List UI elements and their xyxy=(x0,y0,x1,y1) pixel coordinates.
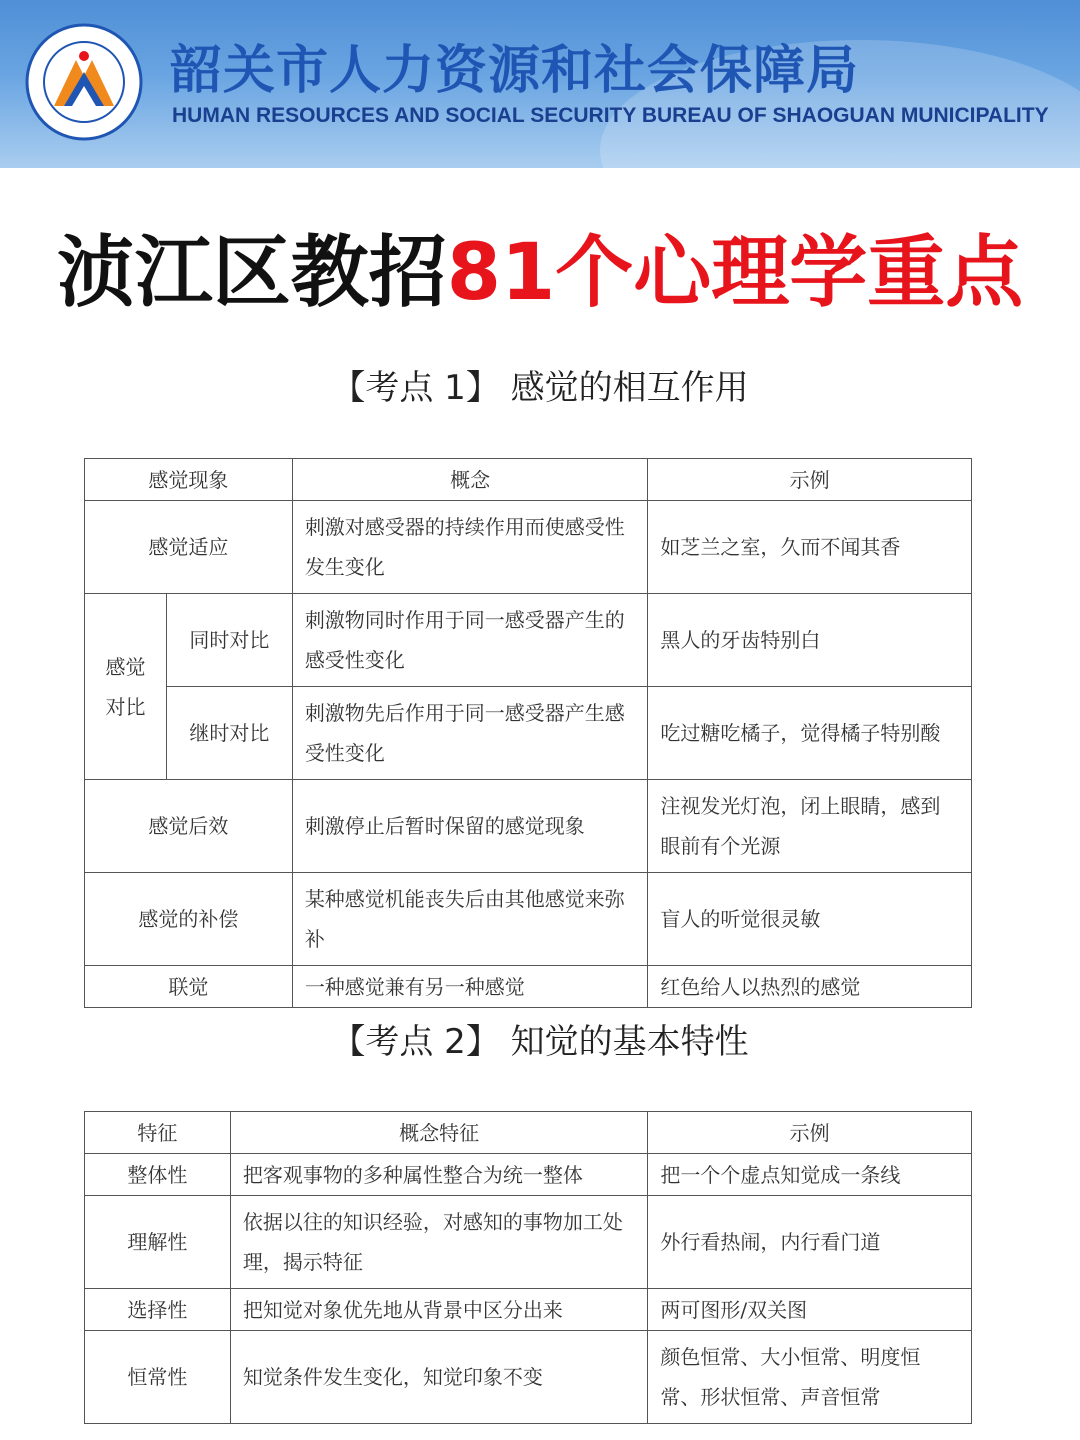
table-row xyxy=(85,501,972,594)
section2-title: 【考点 2】 知觉的基本特性 xyxy=(331,1022,749,1062)
table-row xyxy=(85,687,972,780)
row-group: 感觉对比 xyxy=(85,594,167,780)
row-name: 感觉的补偿 xyxy=(85,873,293,966)
row-concept: 刺激对感受器的持续作用而使感受性发生变化 xyxy=(292,501,648,594)
col-header: 示例 xyxy=(648,459,972,501)
table-row xyxy=(85,1196,972,1289)
row-example: 红色给人以热烈的感觉 xyxy=(648,966,972,1008)
row-example: 把一个个虚点知觉成一条线 xyxy=(648,1154,972,1196)
agency-name-cn: 韶关市人力资源和社会保障局 xyxy=(170,41,860,101)
row-example: 外行看热闹，内行看门道 xyxy=(648,1196,972,1289)
table-header-row xyxy=(85,1112,972,1154)
col-header: 感觉现象 xyxy=(85,459,293,501)
row-name: 联觉 xyxy=(85,966,293,1008)
row-example: 注视发光灯泡，闭上眼睛，感到眼前有个光源 xyxy=(648,780,972,873)
row-concept: 依据以往的知识经验，对感知的事物加工处理，揭示特征 xyxy=(230,1196,648,1289)
section1-title: 【考点 1】 感觉的相互作用 xyxy=(331,368,749,408)
table-row xyxy=(85,780,972,873)
row-concept: 刺激物先后作用于同一感受器产生感受性变化 xyxy=(292,687,648,780)
row-concept: 知觉条件发生变化，知觉印象不变 xyxy=(230,1331,648,1424)
table-header-row xyxy=(85,459,972,501)
row-name: 感觉后效 xyxy=(85,780,293,873)
col-header: 概念 xyxy=(292,459,648,501)
table-row xyxy=(85,966,972,1008)
row-concept: 刺激停止后暂时保留的感觉现象 xyxy=(292,780,648,873)
table-row xyxy=(85,594,972,687)
col-header: 概念特征 xyxy=(230,1112,648,1154)
row-name: 同时对比 xyxy=(166,594,292,687)
row-concept: 把知觉对象优先地从背景中区分出来 xyxy=(230,1289,648,1331)
table-row xyxy=(85,873,972,966)
row-example: 颜色恒常、大小恒常、明度恒常、形状恒常、声音恒常 xyxy=(648,1331,972,1424)
row-concept: 一种感觉兼有另一种感觉 xyxy=(292,966,648,1008)
row-name: 整体性 xyxy=(85,1154,231,1196)
row-concept: 把客观事物的多种属性整合为统一整体 xyxy=(230,1154,648,1196)
col-header: 示例 xyxy=(648,1112,972,1154)
header-banner xyxy=(0,0,1080,168)
row-name: 理解性 xyxy=(85,1196,231,1289)
table-row xyxy=(85,1289,972,1331)
table-row xyxy=(85,1154,972,1196)
row-example: 吃过糖吃橘子，觉得橘子特别酸 xyxy=(648,687,972,780)
row-concept: 某种感觉机能丧失后由其他感觉来弥补 xyxy=(292,873,648,966)
row-name: 选择性 xyxy=(85,1289,231,1331)
row-example: 两可图形/双关图 xyxy=(648,1289,972,1331)
row-example: 盲人的听觉很灵敏 xyxy=(648,873,972,966)
col-header: 特征 xyxy=(85,1112,231,1154)
page-title-black-part: 浈江区教招 xyxy=(56,228,447,318)
agency-name-en: HUMAN RESOURCES AND SOCIAL SECURITY BUREAU OF SHAOGUAN MUNICIPALITY xyxy=(172,104,1049,127)
perception-properties-table xyxy=(84,1111,972,1424)
page-title-red-part: 81个心理学重点 xyxy=(446,228,1024,318)
row-name: 恒常性 xyxy=(85,1331,231,1424)
row-name: 感觉适应 xyxy=(85,501,293,594)
bureau-logo-icon xyxy=(24,22,144,142)
row-example: 黑人的牙齿特别白 xyxy=(648,594,972,687)
table-row xyxy=(85,1331,972,1424)
row-concept: 刺激物同时作用于同一感受器产生的感受性变化 xyxy=(292,594,648,687)
sensation-interaction-table xyxy=(84,458,972,1008)
row-example: 如芝兰之室，久而不闻其香 xyxy=(648,501,972,594)
row-name: 继时对比 xyxy=(166,687,292,780)
page-title xyxy=(0,210,1080,322)
